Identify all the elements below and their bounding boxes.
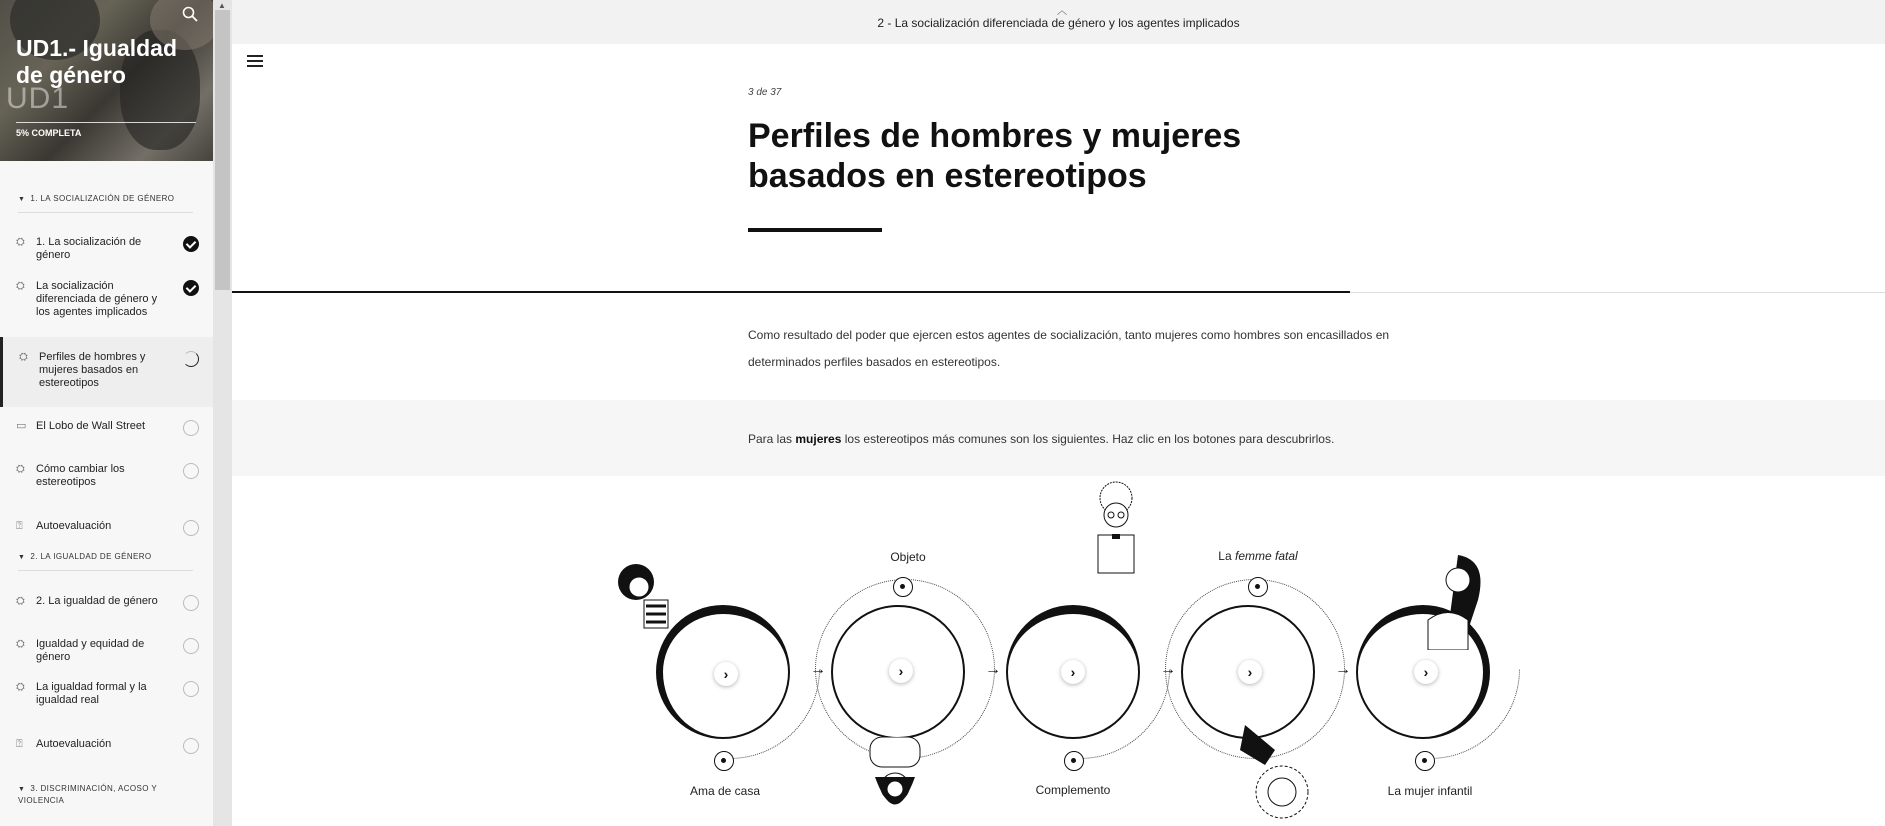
reading-icon: ⛭ — [16, 595, 25, 607]
hotspot-pin[interactable] — [893, 577, 913, 597]
section-header[interactable] — [18, 194, 174, 203]
hotspot-pin[interactable] — [1064, 751, 1084, 771]
not-started-icon — [183, 638, 199, 654]
reading-icon: ⛭ — [16, 280, 25, 292]
caret-down-icon: ▼ — [18, 196, 26, 203]
reveal-button[interactable]: › — [1238, 660, 1262, 684]
woman-illustration — [860, 737, 930, 826]
stereotype-label — [1188, 549, 1328, 563]
course-progress: 5% COMPLETA — [16, 128, 82, 138]
instruction-bold: mujeres — [795, 432, 842, 446]
previous-lesson-link[interactable]: 2 - La socialización diferenciada de género y los agentes implicados — [877, 16, 1240, 30]
reveal-button[interactable]: › — [1414, 660, 1438, 684]
lesson-paragraph: Como resultado del poder que ejercen estos agentes de socialización, tanto mujeres como hombres son encasillados en determinados perfiles basados en estereotipos. — [748, 328, 1390, 369]
arrow-right-icon: → — [810, 661, 826, 678]
sidebar-item-label: La socialización diferenciada de género y los agentes implicados — [36, 280, 158, 318]
section-label: 2. LA IGUALDAD DE GÉNERO — [30, 552, 152, 561]
sidebar-item-label: El Lobo de Wall Street — [36, 420, 146, 432]
reveal-button[interactable]: › — [1061, 660, 1085, 684]
sidebar-item[interactable] — [0, 681, 213, 707]
title-underline — [748, 228, 882, 232]
stereotype-label: Complemento — [1035, 783, 1111, 797]
quiz-icon: ⍰ — [16, 520, 23, 532]
reveal-button[interactable]: › — [714, 662, 738, 686]
divider — [18, 212, 193, 213]
section-label: 3. DISCRIMINACIÓN, ACOSO Y VIOLENCIA — [18, 784, 157, 805]
woman-illustration — [606, 560, 676, 630]
completed-check-icon — [183, 236, 199, 252]
hotspot-pin[interactable] — [714, 751, 734, 771]
hotspot-pin[interactable] — [1415, 751, 1435, 771]
instruction-text — [748, 432, 1334, 446]
sidebar-item-label: Cómo cambiar los estereotipos — [36, 463, 125, 488]
stereotype-diagram — [600, 515, 1530, 826]
video-icon: ▭ — [16, 420, 27, 432]
sidebar-item[interactable] — [0, 738, 213, 751]
sidebar-item-label: 1. La socialización de género — [36, 236, 142, 261]
progress-divider — [16, 122, 196, 123]
stereotype-label: Ama de casa — [689, 784, 761, 798]
sidebar-item-label: Autoevaluación — [36, 738, 112, 750]
not-started-icon — [183, 681, 199, 697]
scroll-up-arrow-icon[interactable]: ▲ — [218, 1, 226, 10]
label-emphasis: femme fatal — [1234, 549, 1298, 563]
arrow-right-icon: → — [985, 661, 1001, 678]
in-progress-icon — [183, 351, 199, 367]
course-hero — [0, 0, 213, 161]
sidebar-item[interactable] — [0, 280, 213, 319]
sidebar-item[interactable] — [0, 595, 213, 608]
woman-illustration — [1240, 720, 1310, 826]
menu-icon[interactable] — [247, 55, 263, 67]
not-started-icon — [183, 520, 199, 536]
chevron-up-icon[interactable]: ︿ — [1057, 6, 1067, 17]
sidebar-item-label: La igualdad formal y la igualdad real — [36, 681, 147, 706]
course-watermark: UD1 — [6, 82, 70, 115]
stereotype-label: La mujer infantil — [1387, 784, 1473, 798]
reading-icon: ⛭ — [16, 463, 25, 475]
divider — [18, 570, 193, 571]
quiz-icon: ⍰ — [16, 738, 23, 750]
not-started-icon — [183, 420, 199, 436]
not-started-icon — [183, 738, 199, 754]
arrow-right-icon: → — [1160, 661, 1176, 678]
not-started-icon — [183, 463, 199, 479]
section-header[interactable] — [18, 783, 168, 806]
completed-check-icon — [183, 280, 199, 296]
reading-icon: ⛭ — [16, 681, 25, 693]
sidebar-item[interactable] — [0, 236, 213, 262]
sidebar-item-active[interactable] — [0, 337, 213, 407]
sidebar-item-label: 2. La igualdad de género — [36, 595, 158, 607]
search-icon[interactable] — [182, 6, 198, 22]
lesson-counter: 3 de 37 — [748, 87, 782, 98]
sidebar-item[interactable] — [0, 638, 213, 664]
reading-icon: ⛭ — [16, 638, 25, 650]
not-started-icon — [183, 595, 199, 611]
course-title: UD1.- Igualdad de género — [16, 35, 178, 88]
sidebar-item-label: Perfiles de hombres y mujeres basados en estereotipos — [39, 351, 146, 389]
caret-down-icon: ▼ — [18, 786, 26, 793]
lesson-title: Perfiles de hombres y mujeres basados en estereotipos — [748, 117, 1242, 195]
sidebar-item-label: Igualdad y equidad de género — [36, 638, 145, 663]
instruction-prefix: Para las — [748, 432, 796, 446]
lesson-progress-bar — [232, 291, 1350, 293]
sidebar — [0, 0, 213, 826]
sidebar-item[interactable] — [0, 420, 213, 433]
woman-illustration — [1088, 480, 1148, 575]
sidebar-item[interactable] — [0, 520, 213, 533]
section-header[interactable] — [18, 552, 152, 561]
reveal-button[interactable]: › — [889, 659, 913, 683]
instruction-suffix: los estereotipos más comunes son los siguientes. Haz clic en los botones para descubrirlos. — [841, 432, 1335, 446]
woman-illustration — [1418, 550, 1488, 650]
section-label: 1. LA SOCIALIZACIÓN DE GÉNERO — [30, 194, 175, 203]
label-prefix: La — [1218, 549, 1235, 563]
reading-icon: ⛭ — [16, 236, 25, 248]
sidebar-item-label: Autoevaluación — [36, 520, 112, 532]
stereotype-label: Objeto — [890, 550, 926, 564]
scrollbar-thumb[interactable] — [215, 10, 230, 290]
sidebar-item[interactable] — [0, 463, 213, 489]
caret-down-icon: ▼ — [18, 554, 26, 561]
reading-icon: ⛭ — [19, 351, 28, 363]
hotspot-pin[interactable] — [1248, 577, 1268, 597]
arrow-right-icon: → — [1335, 661, 1351, 678]
